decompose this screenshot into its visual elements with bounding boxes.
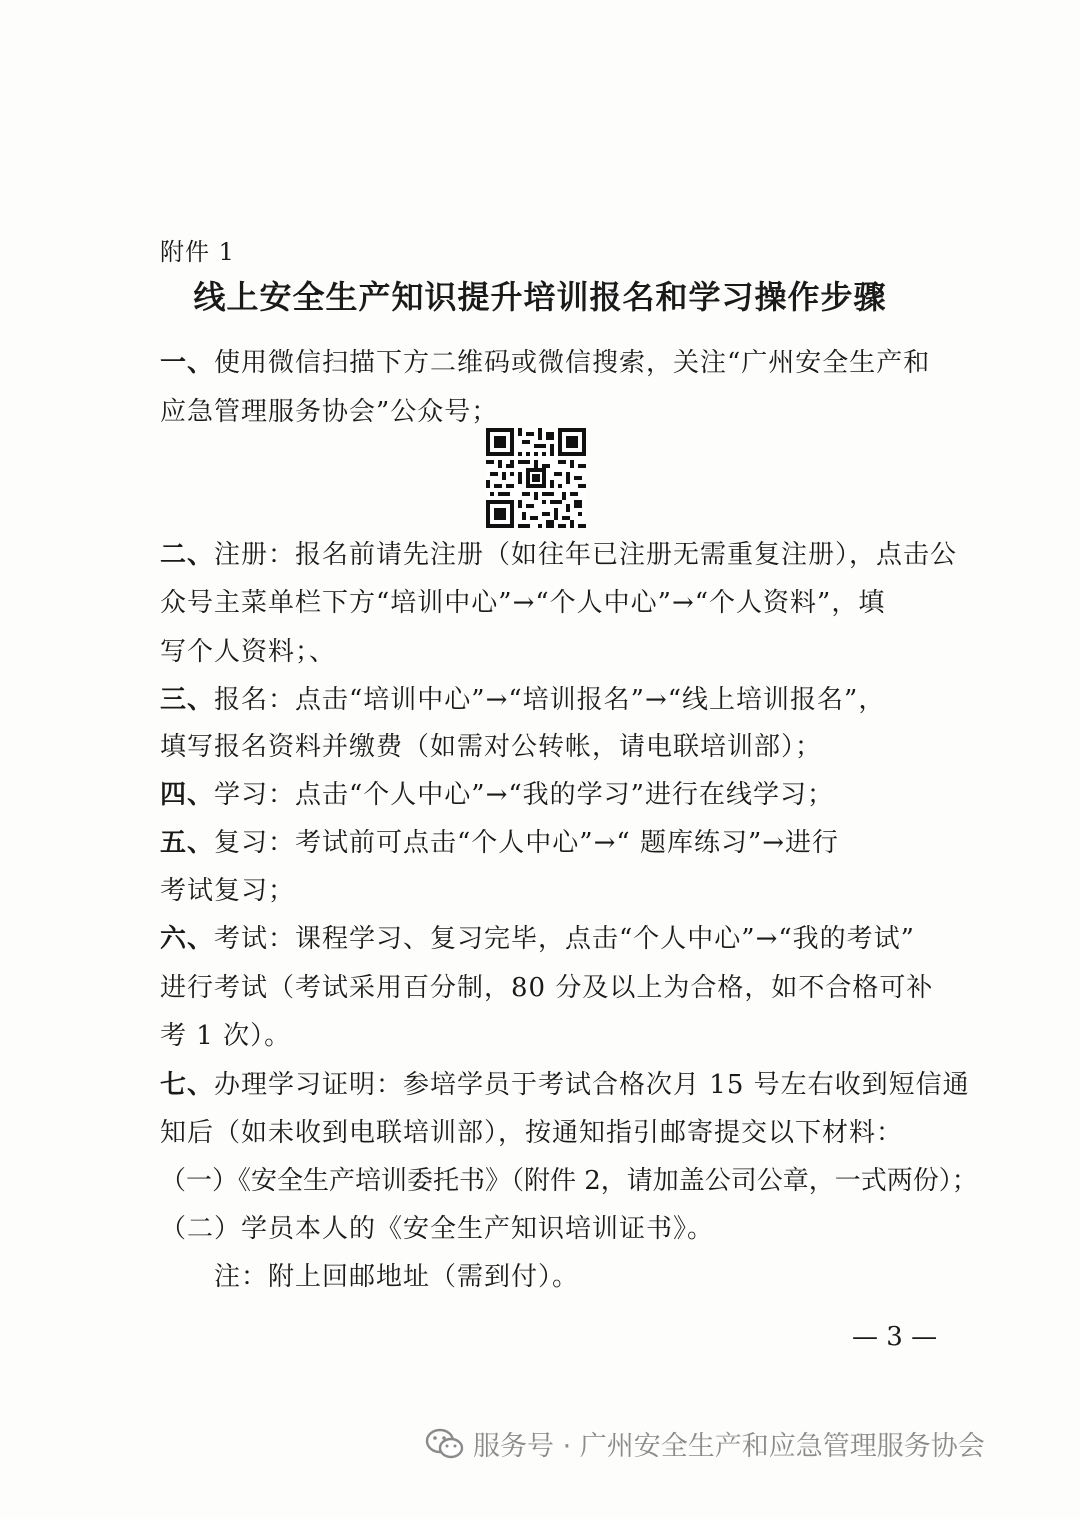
step-5-text: 复习：考试前可点击“个人中心”→“ 题库练习”→进行 [214, 828, 840, 858]
step-2-line-2: 众号主菜单栏下方“培训中心”→“个人中心”→“个人资料”，填 [160, 588, 886, 618]
step-7-text: 办理学习证明：参培学员于考试合格次月 15 号左右收到短信通 [214, 1070, 970, 1100]
step-6-number: 六、 [160, 924, 215, 954]
step-1-line-2: 应急管理服务协会”公众号； [160, 397, 499, 427]
step-6-line-1 [160, 918, 915, 955]
step-6-line-2: 进行考试（考试采用百分制，80 分及以上为合格，如不合格可补 [160, 973, 934, 1003]
page-number: — 3 — [852, 1322, 938, 1352]
step-3-line-2: 填写报名资料并缴费（如需对公转帐，请电联培训部）； [160, 732, 823, 762]
step-4-text: 学习：点击“个人中心”→“我的学习”进行在线学习； [214, 780, 834, 810]
wechat-watermark [425, 1424, 985, 1463]
material-item-2: （二）学员本人的《安全生产知识培训证书》。 [160, 1214, 715, 1244]
step-5-line-2: 考试复习； [160, 876, 296, 906]
step-3-line-1 [160, 679, 885, 716]
step-6-line-3: 考 1 次）。 [160, 1021, 292, 1051]
attachment-label: 附件 1 [160, 238, 235, 266]
step-5-line-1 [160, 822, 839, 859]
qr-code-icon [486, 428, 586, 528]
step-7-line-1 [160, 1064, 970, 1101]
watermark-text: 服务号 · 广州安全生产和应急管理服务协会 [473, 1431, 985, 1462]
step-5-number: 五、 [160, 828, 215, 858]
step-2-line-1 [160, 534, 957, 571]
step-1-line-1 [160, 342, 930, 379]
step-6-text: 考试：课程学习、复习完毕，点击“个人中心”→“我的考试” [214, 924, 915, 954]
step-4-line-1 [160, 774, 834, 811]
step-1-number: 一、 [160, 348, 215, 378]
step-3-text: 报名：点击“培训中心”→“培训报名”→“线上培训报名”， [214, 685, 886, 715]
material-item-1: （一）《安全生产培训委托书》（附件 2，请加盖公司公章，一式两份）； [160, 1166, 978, 1196]
step-7-line-2: 知后（如未收到电联培训部），按通知指引邮寄提交以下材料： [160, 1118, 904, 1148]
step-2-number: 二、 [160, 540, 215, 570]
step-3-number: 三、 [160, 685, 215, 715]
document-title: 线上安全生产知识提升培训报名和学习操作步骤 [193, 278, 887, 316]
step-7-number: 七、 [160, 1070, 215, 1100]
step-4-number: 四、 [160, 780, 215, 810]
step-1-text: 使用微信扫描下方二维码或微信搜索，关注“广州安全生产和 [214, 348, 931, 378]
step-2-line-3: 写个人资料；、 [160, 637, 337, 667]
wechat-icon [425, 1427, 465, 1461]
step-2-text: 注册：报名前请先注册（如往年已注册无需重复注册），点击公 [214, 540, 958, 570]
return-address-note: 注：附上回邮地址（需到付）。 [214, 1262, 580, 1292]
